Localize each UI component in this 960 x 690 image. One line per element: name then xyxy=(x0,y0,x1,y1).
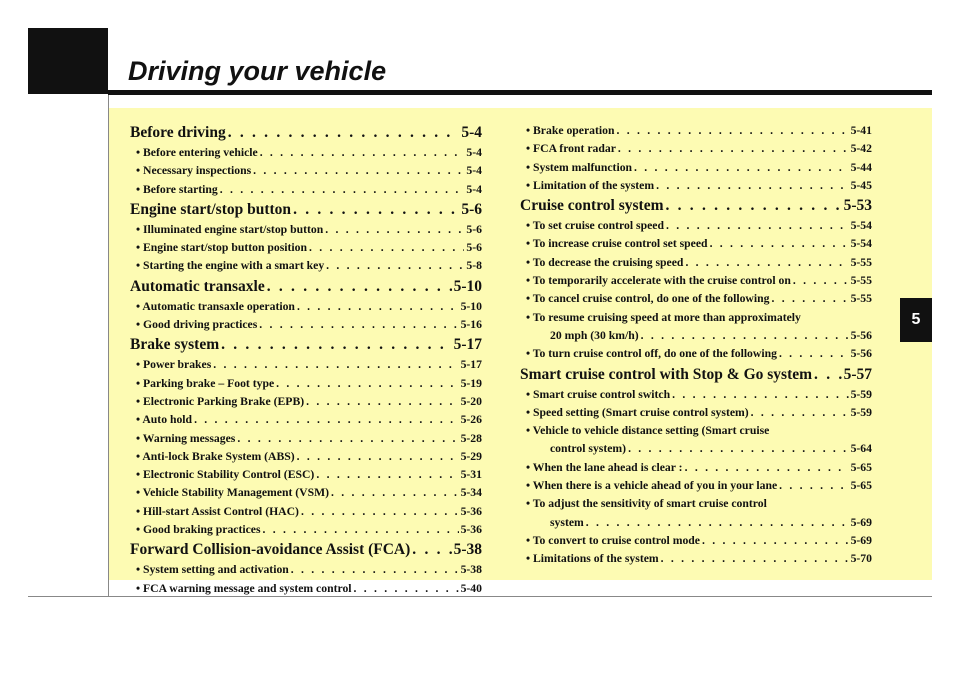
toc-page-number: 5-54 xyxy=(850,237,872,251)
dot-leader xyxy=(301,503,459,521)
toc-entry-title: • System setting and activation xyxy=(136,563,289,577)
toc-entry-title: • To set cruise control speed xyxy=(526,219,664,233)
dot-leader xyxy=(666,217,849,235)
toc-entry[interactable] xyxy=(520,477,872,495)
toc-entry-title: • To decrease the cruising speed xyxy=(526,255,684,269)
toc-entry-title: 20 mph (30 km/h) xyxy=(550,328,639,342)
toc-entry-title: • Limitations of the system xyxy=(526,552,659,566)
toc-entry[interactable] xyxy=(520,254,872,272)
dot-leader xyxy=(628,440,849,458)
dot-leader xyxy=(685,459,849,477)
toc-page-number: 5-8 xyxy=(466,259,482,273)
toc-entry-title: Before driving xyxy=(130,124,226,141)
toc-page-number: 5-44 xyxy=(850,160,872,174)
toc-entry[interactable] xyxy=(520,404,872,422)
toc-entry[interactable] xyxy=(520,272,872,290)
toc-page-number: 5-65 xyxy=(850,460,872,474)
toc-entry-title: • Auto hold xyxy=(136,413,193,427)
toc-entry[interactable] xyxy=(520,159,872,177)
toc-page-number: 5-41 xyxy=(850,124,872,137)
dot-leader xyxy=(661,550,849,568)
dot-leader xyxy=(291,561,459,579)
toc-section-heading[interactable] xyxy=(130,199,482,221)
toc-entry[interactable] xyxy=(520,327,872,345)
dot-leader xyxy=(326,257,464,275)
dot-leader xyxy=(779,345,849,363)
toc-entry[interactable] xyxy=(130,448,482,466)
toc-page-number: 5-28 xyxy=(460,431,482,445)
toc-entry[interactable] xyxy=(520,440,872,458)
toc-entry[interactable] xyxy=(130,375,482,393)
toc-entry[interactable] xyxy=(130,466,482,484)
toc-page-number: 5-10 xyxy=(453,277,482,295)
toc-section-heading[interactable] xyxy=(130,334,482,356)
toc-section-heading[interactable] xyxy=(520,364,872,386)
toc-page-number: 5-26 xyxy=(460,413,482,427)
toc-entry-title: Cruise control system xyxy=(520,197,664,215)
dot-leader xyxy=(263,521,459,539)
dot-leader xyxy=(685,254,848,272)
chapter-title: Driving your vehicle xyxy=(128,56,387,86)
toc-entry-title: • Power brakes xyxy=(136,358,212,372)
toc-entry[interactable] xyxy=(520,532,872,550)
dot-leader xyxy=(253,162,464,180)
chapter-tab-number: 5 xyxy=(911,311,921,328)
toc-entry-title: • To turn cruise control off, do one of the following xyxy=(526,347,777,361)
dot-leader xyxy=(260,144,465,162)
toc-entry[interactable] xyxy=(130,411,482,429)
toc-entry-title: • Good braking practices xyxy=(136,523,261,537)
toc-page-number: 5-55 xyxy=(850,255,872,269)
dot-leader xyxy=(276,375,458,393)
dot-leader xyxy=(641,327,849,345)
toc-page-number: 5-55 xyxy=(850,292,872,306)
dot-leader xyxy=(617,122,849,140)
dot-leader xyxy=(702,532,849,550)
toc-page-number: 5-55 xyxy=(850,274,872,288)
toc-page-number: 5-69 xyxy=(850,533,872,547)
toc-entry-title: • Starting the engine with a smart key xyxy=(136,259,325,273)
toc-entry[interactable] xyxy=(130,393,482,411)
toc-entry[interactable] xyxy=(130,144,482,162)
toc-page-number: 5-6 xyxy=(461,200,482,218)
toc-entry[interactable] xyxy=(520,514,872,532)
toc-entry-title: • FCA front radar xyxy=(526,142,616,156)
dot-leader xyxy=(228,122,460,144)
toc-page-number: 5-59 xyxy=(850,387,872,401)
toc-entry[interactable] xyxy=(130,316,482,334)
toc-entry-title: • When there is a vehicle ahead of you in your lane xyxy=(526,479,778,493)
toc-page-number: 5-57 xyxy=(843,365,872,383)
toc-page-number: 5-4 xyxy=(461,124,482,141)
toc-entry-title: • Anti-lock Brake System (ABS) xyxy=(136,449,295,463)
dot-leader xyxy=(672,386,848,404)
toc-entry[interactable] xyxy=(520,122,872,140)
toc-page-number: 5-69 xyxy=(850,515,872,529)
toc-entry[interactable] xyxy=(520,177,872,195)
dot-leader xyxy=(771,290,848,308)
toc-entry-title: • Illuminated engine start/stop button xyxy=(136,222,324,236)
toc-page-number: 5-54 xyxy=(850,219,872,233)
toc-section-heading[interactable] xyxy=(130,276,482,298)
toc-entry-title: • Good driving practices xyxy=(136,318,258,332)
toc-entry-title: Automatic transaxle xyxy=(130,277,265,295)
toc-page-number: 5-42 xyxy=(850,142,872,156)
toc-entry-title: • Warning messages xyxy=(136,431,236,445)
toc-page-number: 5-70 xyxy=(850,552,872,566)
toc-page-number: 5-40 xyxy=(460,581,482,595)
toc-entry-title: • Vehicle Stability Management (VSM) xyxy=(136,486,330,500)
toc-entry-wrapped[interactable]: • To adjust the sensitivity of smart cruise control xyxy=(526,497,767,511)
toc-entry[interactable] xyxy=(130,181,482,199)
toc-entry[interactable] xyxy=(520,140,872,158)
toc-section-heading[interactable] xyxy=(130,122,482,144)
toc-page-number: 5-17 xyxy=(453,336,482,354)
toc-entry[interactable] xyxy=(130,521,482,539)
toc-page-number: 5-16 xyxy=(460,318,482,332)
toc-entry-title: • Smart cruise control switch xyxy=(526,387,671,401)
toc-left-column xyxy=(130,122,482,598)
toc-page-number: 5-38 xyxy=(460,563,482,577)
toc-entry-title: • To temporarily accelerate with the cruise control on xyxy=(526,274,791,288)
toc-page-number: 5-6 xyxy=(466,241,482,255)
toc-page-number: 5-17 xyxy=(460,358,482,372)
toc-entry-title: • Limitation of the system xyxy=(526,178,655,192)
toc-entry-title: • Necessary inspections xyxy=(136,164,252,178)
toc-entry-title: • Automatic transaxle operation xyxy=(136,299,295,313)
dot-leader xyxy=(666,195,842,217)
toc-entry[interactable] xyxy=(130,430,482,448)
toc-entry[interactable] xyxy=(130,484,482,502)
toc-page-number: 5-36 xyxy=(460,523,482,537)
dot-leader xyxy=(309,239,464,257)
toc-entry-title: • Engine start/stop button position xyxy=(136,241,307,255)
toc-entry[interactable] xyxy=(520,550,872,568)
toc-entry[interactable] xyxy=(520,235,872,253)
dot-leader xyxy=(710,235,849,253)
toc-entry[interactable] xyxy=(130,561,482,579)
dot-leader xyxy=(331,484,459,502)
toc-page-number: 5-29 xyxy=(460,449,482,463)
dot-leader xyxy=(293,199,459,221)
toc-page-number: 5-56 xyxy=(850,347,872,361)
toc-section-heading[interactable] xyxy=(520,195,872,217)
toc-page-number: 5-56 xyxy=(850,328,872,342)
dot-leader xyxy=(354,580,459,598)
toc-page-number: 5-4 xyxy=(466,146,482,159)
dot-leader xyxy=(412,539,451,561)
toc-entry-title: • To cancel cruise control, do one of the following xyxy=(526,292,770,306)
toc-entry-wrapped[interactable]: • Vehicle to vehicle distance setting (Smart cruise xyxy=(526,424,770,438)
dot-leader xyxy=(306,393,458,411)
toc-page-number: 5-19 xyxy=(460,376,482,390)
dot-leader xyxy=(237,430,458,448)
toc-section-heading[interactable] xyxy=(130,539,482,561)
toc-entry-title: Engine start/stop button xyxy=(130,200,292,218)
toc-page-number: 5-31 xyxy=(460,468,482,482)
dot-leader xyxy=(297,448,459,466)
toc-entry[interactable] xyxy=(130,580,482,598)
toc-page-number: 5-38 xyxy=(453,541,482,559)
dot-leader xyxy=(259,316,458,334)
toc-page-number: 5-4 xyxy=(466,182,482,196)
toc-entry-title: Brake system xyxy=(130,336,220,354)
dot-leader xyxy=(779,477,848,495)
toc-entry-title: • Parking brake – Foot type xyxy=(136,376,275,390)
toc-entry-title: • Before entering vehicle xyxy=(136,146,258,159)
dot-leader xyxy=(814,364,842,386)
toc-entry[interactable] xyxy=(130,221,482,239)
toc-entry[interactable] xyxy=(520,386,872,404)
toc-entry[interactable] xyxy=(130,503,482,521)
toc-entry[interactable] xyxy=(130,356,482,374)
toc-entry-title: Forward Collision-avoidance Assist (FCA) xyxy=(130,541,411,559)
dot-leader xyxy=(656,177,848,195)
toc-entry[interactable] xyxy=(130,298,482,316)
toc-entry-title: • Hill-start Assist Control (HAC) xyxy=(136,504,299,518)
toc-page-number: 5-53 xyxy=(843,197,872,215)
toc-entry[interactable] xyxy=(520,290,872,308)
toc-entry[interactable] xyxy=(520,345,872,363)
toc-entry-title: • When the lane ahead is clear : xyxy=(526,460,683,474)
toc-entry-title: • Electronic Parking Brake (EPB) xyxy=(136,394,305,408)
toc-page-number: 5-65 xyxy=(850,479,872,493)
toc-entry-title: • Speed setting (Smart cruise control system) xyxy=(526,405,749,419)
toc-entry-wrapped[interactable]: • To resume cruising speed at more than approximately xyxy=(526,310,801,324)
toc-entry-title: • To convert to cruise control mode xyxy=(526,533,700,547)
dot-leader xyxy=(618,140,849,158)
dot-leader xyxy=(220,181,465,199)
toc-right-column xyxy=(520,122,872,569)
toc-entry-title: • System malfunction xyxy=(526,160,633,174)
dot-leader xyxy=(213,356,458,374)
toc-entry-title: • Brake operation xyxy=(526,124,615,137)
toc-page-number: 5-36 xyxy=(460,504,482,518)
toc-entry[interactable] xyxy=(130,162,482,180)
dot-leader xyxy=(297,298,459,316)
toc-entry[interactable] xyxy=(130,239,482,257)
toc-entry-title: Smart cruise control with Stop & Go system xyxy=(520,365,813,383)
toc-page-number: 5-34 xyxy=(460,486,482,500)
toc-page-number: 5-59 xyxy=(850,405,872,419)
toc-entry-title: • Electronic Stability Control (ESC) xyxy=(136,468,315,482)
dot-leader xyxy=(751,404,849,422)
toc-entry-title: • FCA warning message and system control xyxy=(136,581,352,595)
toc-entry[interactable] xyxy=(130,257,482,275)
toc-entry-title: system xyxy=(550,515,584,529)
dot-leader xyxy=(267,276,452,298)
toc-page-number: 5-6 xyxy=(466,222,482,236)
dot-leader xyxy=(194,411,459,429)
toc-page-number: 5-45 xyxy=(850,178,872,192)
dot-leader xyxy=(325,221,464,239)
toc-entry-title: • To increase cruise control set speed xyxy=(526,237,708,251)
toc-page-number: 5-64 xyxy=(850,442,872,456)
chapter-black-block xyxy=(28,28,108,94)
dot-leader xyxy=(586,514,849,532)
toc-entry-title: control system) xyxy=(550,442,627,456)
toc-page-number: 5-4 xyxy=(466,164,482,178)
toc-page-number: 5-20 xyxy=(460,394,482,408)
toc-page-number: 5-10 xyxy=(460,299,482,313)
toc-entry[interactable] xyxy=(520,459,872,477)
dot-leader xyxy=(316,466,458,484)
toc-entry-title: • Before starting xyxy=(136,182,218,196)
dot-leader xyxy=(634,159,849,177)
toc-entry[interactable] xyxy=(520,217,872,235)
dot-leader xyxy=(221,334,451,356)
title-rule xyxy=(108,90,932,95)
dot-leader xyxy=(793,272,849,290)
